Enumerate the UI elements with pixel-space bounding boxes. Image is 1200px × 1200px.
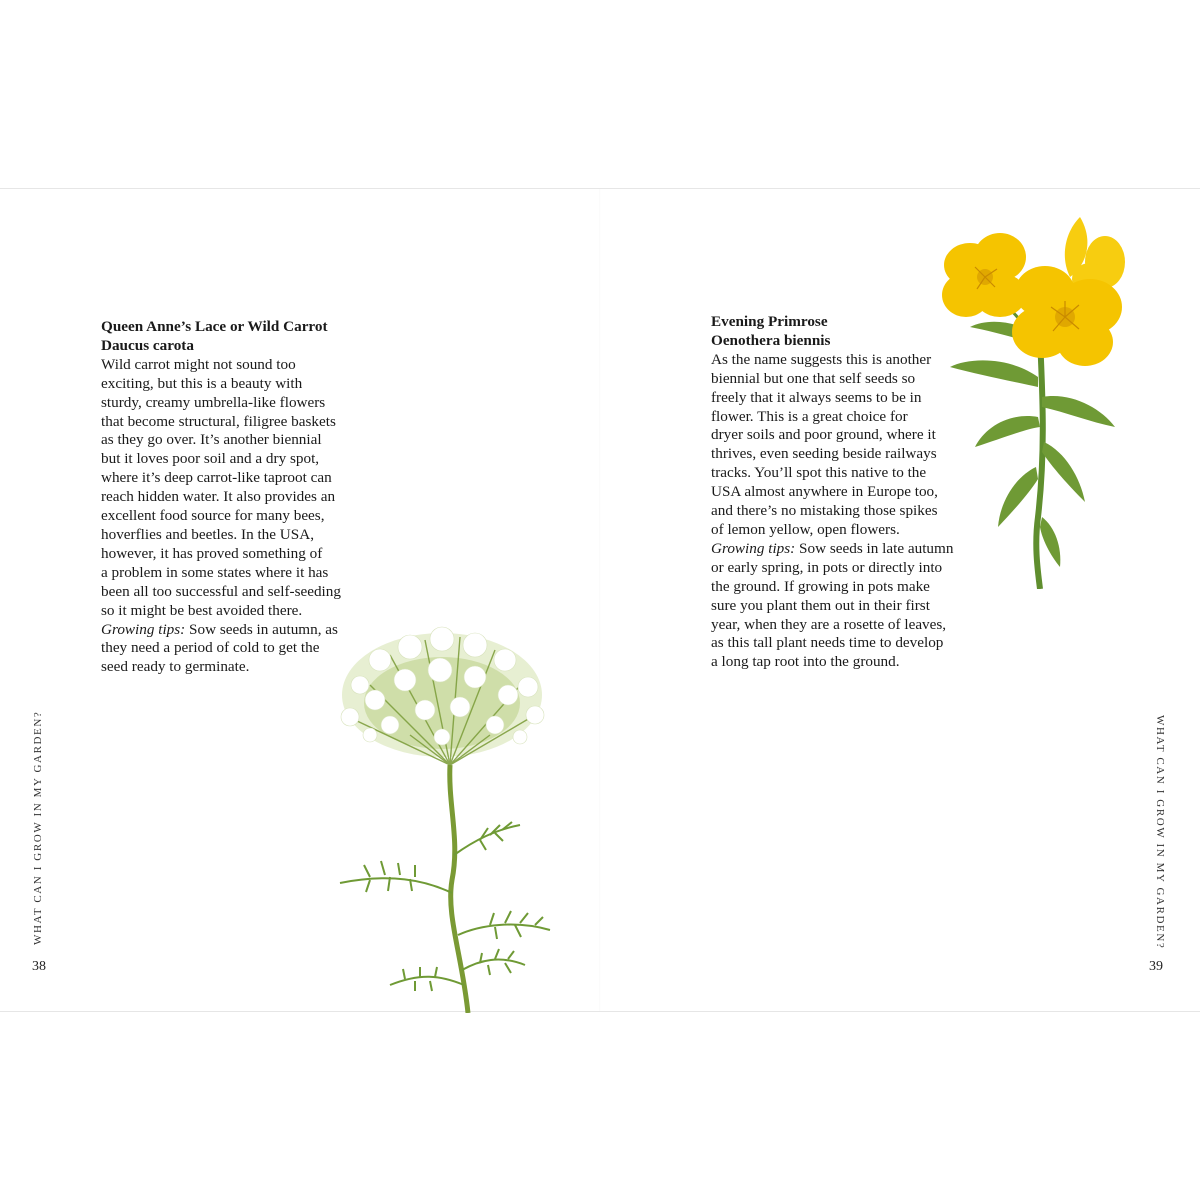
- tips-line: a long tap root into the ground.: [711, 653, 900, 671]
- body-line: exciting, but this is a beauty with: [101, 374, 303, 392]
- body-line: but it loves poor soil and a dry spot,: [101, 450, 320, 468]
- body-line: a problem in some states where it has: [101, 563, 329, 581]
- body-line: as they go over. It’s another biennial: [101, 431, 322, 449]
- body-line: USA almost anywhere in Europe too,: [711, 483, 938, 501]
- body-line: biennial but one that self seeds so: [711, 369, 916, 387]
- primrose-flower-top-left: [942, 233, 1026, 317]
- tips-line: [101, 621, 341, 640]
- body-line: been all too successful and self-seeding: [101, 582, 341, 600]
- tips-line: year, when they are a rosette of leaves,: [711, 615, 947, 633]
- page-number-left: 38: [32, 959, 46, 974]
- body-line: however, it has proved something of: [101, 544, 323, 562]
- body-line: of lemon yellow, open flowers.: [711, 520, 900, 538]
- right-article: [711, 313, 953, 672]
- body-line: that become structural, filigree baskets: [101, 412, 336, 430]
- page-number-right: 39: [1149, 959, 1163, 974]
- body-line: flower. This is a great choice for: [711, 407, 908, 425]
- tips-line: as this tall plant needs time to develop: [711, 634, 944, 652]
- tips-line: the ground. If growing in pots make: [711, 577, 930, 595]
- carrot-stem: [450, 765, 468, 1013]
- carrot-leaves: [340, 822, 550, 991]
- body-line: hoverflies and beetles. In the USA,: [101, 525, 314, 543]
- left-heading-latin: Daucus carota: [101, 336, 194, 354]
- tips-line: seed ready to germinate.: [101, 658, 250, 676]
- body-line: tracks. You’ll spot this native to the: [711, 464, 927, 482]
- body-line: sturdy, creamy umbrella-like flowers: [101, 393, 326, 411]
- right-heading-common: Evening Primrose: [711, 313, 828, 330]
- tips-label: Growing tips:: [101, 620, 186, 638]
- body-line: so it might be best avoided there.: [101, 601, 303, 619]
- running-head-left: WHAT CAN I GROW IN MY GARDEN?: [32, 710, 44, 945]
- tips-text: Sow seeds in autumn, as: [185, 620, 338, 638]
- wild-carrot-illustration: [330, 625, 560, 1013]
- body-line: freely that it always seems to be in: [711, 388, 922, 406]
- tips-line: [711, 540, 953, 559]
- book-spread: [0, 188, 1200, 1012]
- body-line: excellent food source for many bees,: [101, 507, 325, 525]
- primrose-stem: [1036, 337, 1042, 589]
- left-heading-common: Queen Anne’s Lace or Wild Carrot: [101, 318, 328, 335]
- evening-primrose-illustration: [930, 217, 1130, 589]
- tips-text: Sow seeds in late autumn: [795, 539, 954, 557]
- body-line: Wild carrot might not sound too: [101, 355, 296, 373]
- body-line: thrives, even seeding beside railways: [711, 445, 937, 463]
- left-article: [101, 318, 341, 677]
- body-line: As the name suggests this is another: [711, 350, 932, 368]
- page-gutter: [599, 189, 601, 1011]
- body-line: reach hidden water. It also provides an: [101, 488, 336, 506]
- running-head-right: WHAT CAN I GROW IN MY GARDEN?: [1154, 715, 1166, 950]
- tips-line: or early spring, in pots or directly into: [711, 558, 943, 576]
- body-line: where it’s deep carrot-like taproot can: [101, 469, 332, 487]
- tips-label: Growing tips:: [711, 539, 796, 557]
- tips-line: sure you plant them out in their first: [711, 596, 930, 614]
- tips-line: they need a period of cold to get the: [101, 639, 320, 657]
- body-line: and there’s no mistaking those spikes: [711, 502, 938, 520]
- body-line: dryer soils and poor ground, where it: [711, 426, 936, 444]
- right-heading-latin: Oenothera biennis: [711, 331, 831, 349]
